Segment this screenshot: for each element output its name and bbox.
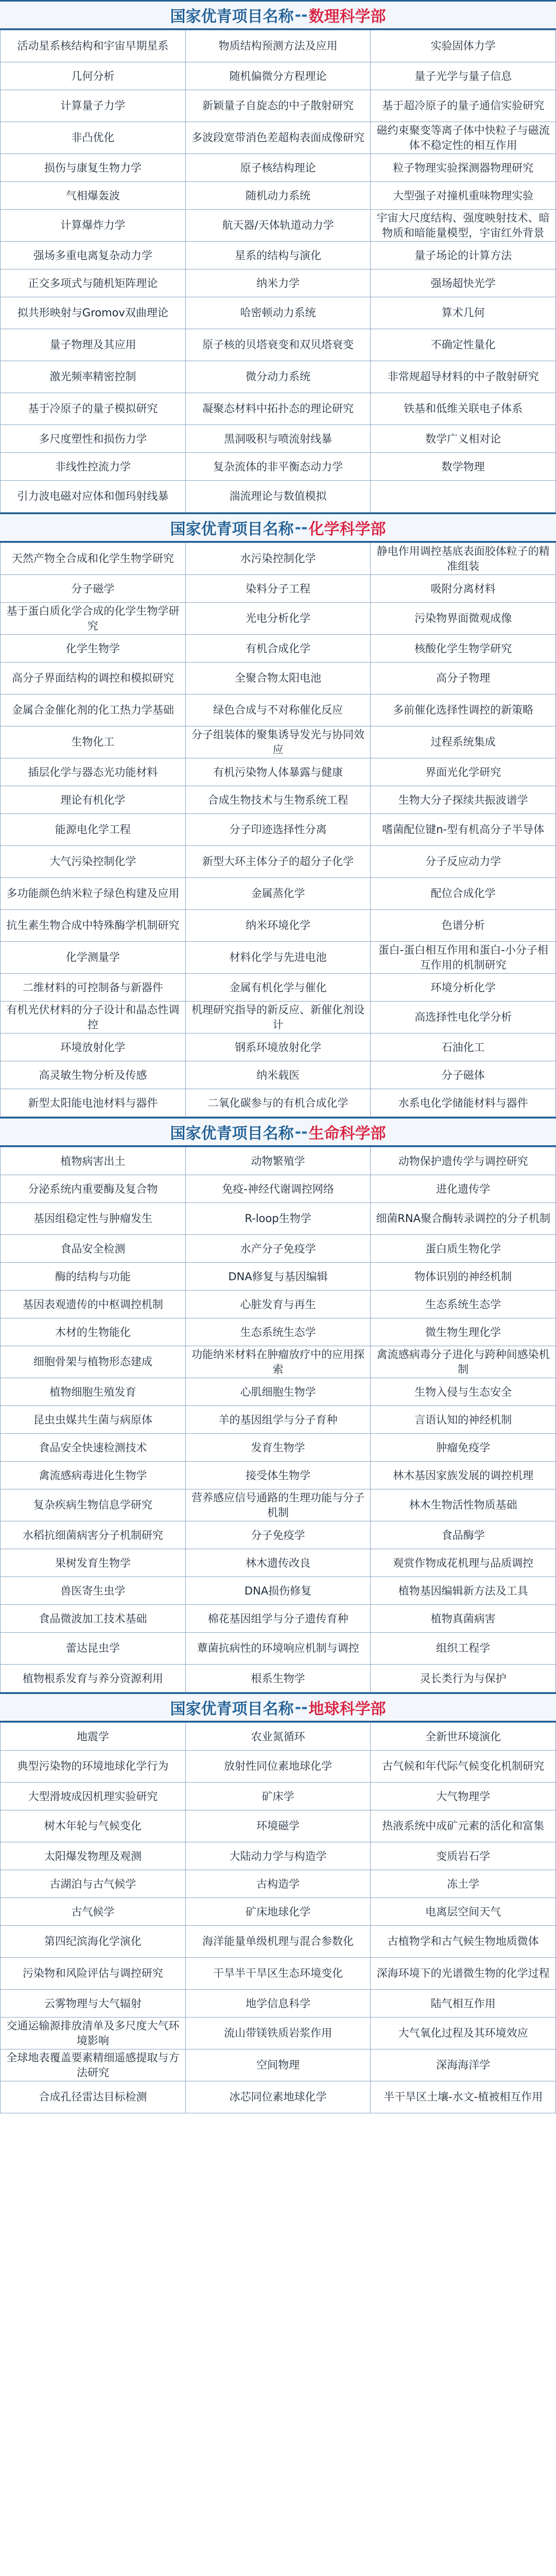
- project-name-cell: 昆虫虫媒共生菌与病原体: [1, 1406, 186, 1434]
- table-row: [1, 1958, 556, 1990]
- project-name-cell: 原子核结构理论: [185, 154, 371, 182]
- project-name-cell: 果树发育生物学: [1, 1549, 186, 1577]
- project-name-cell: 金属合金催化剂的化工热力学基础: [1, 694, 186, 726]
- project-name-cell: 多前催化选择性调控的新策略: [371, 694, 556, 726]
- project-section-3: [0, 1117, 556, 1692]
- project-name-cell: 原子核的贝塔衰变和双贝塔衰变: [185, 329, 371, 361]
- project-name-cell: 配位合成化学: [371, 878, 556, 910]
- project-name-cell: 水产分子免疫学: [185, 1235, 371, 1263]
- project-name-cell: 计算量子力学: [1, 90, 186, 122]
- table-row: [1, 1147, 556, 1175]
- project-name-cell: 量子光学与量子信息: [371, 62, 556, 90]
- project-name-cell: 兽医寄生虫学: [1, 1577, 186, 1605]
- project-name-cell: 细胞骨架与植物形态建成: [1, 1346, 186, 1378]
- project-name-cell: 天然产物全合成和化学生物学研究: [1, 543, 186, 575]
- section-title-dash: --: [294, 6, 308, 24]
- project-name-cell: 林木基因家族发展的调控机理: [371, 1462, 556, 1489]
- project-name-cell: 金属有机化学与催化: [185, 974, 371, 1002]
- table-row: [1, 635, 556, 663]
- project-name-cell: 云雾物理与大气辐射: [1, 1990, 186, 2018]
- project-name-cell: 深海海洋学: [371, 2049, 556, 2081]
- table-row: [1, 1990, 556, 2018]
- project-table: [0, 543, 556, 1117]
- project-name-cell: 大气氧化过程及其环境效应: [371, 2018, 556, 2049]
- project-name-cell: 陆气相互作用: [371, 1990, 556, 2018]
- project-name-cell: 金属蒸化学: [185, 878, 371, 910]
- table-row: [1, 1577, 556, 1605]
- table-row: [1, 1723, 556, 1751]
- project-name-cell: 星系的结构与演化: [185, 242, 371, 269]
- project-name-cell: 合成孔径雷达目标检测: [1, 2081, 186, 2113]
- project-name-cell: 引力波电磁对应体和伽玛射线暴: [1, 481, 186, 513]
- section-header: [0, 0, 556, 30]
- project-name-cell: 石油化工: [371, 1033, 556, 1061]
- project-name-cell: 环境磁学: [185, 1810, 371, 1842]
- table-row: [1, 90, 556, 122]
- project-name-cell: 农业氮循环: [185, 1723, 371, 1751]
- table-row: [1, 182, 556, 210]
- project-name-cell: 电离层空间天气: [371, 1898, 556, 1926]
- project-name-cell: 正交多项式与随机矩阵理论: [1, 269, 186, 297]
- table-row: [1, 910, 556, 942]
- project-name-cell: 磁约束聚变等离子体中快粒子与磁流体不稳定性的相互作用: [371, 122, 556, 154]
- project-name-cell: 多波段宽带消色差超构表面成像研究: [185, 122, 371, 154]
- project-name-cell: 新颖量子自旋态的中子散射研究: [185, 90, 371, 122]
- section-title: 国家优青项目名称: [170, 1125, 294, 1143]
- project-name-cell: 强场超快光学: [371, 269, 556, 297]
- project-name-cell: 嗜菌配位键n-型有机高分子半导体: [371, 814, 556, 846]
- project-name-cell: 古气候学: [1, 1898, 186, 1926]
- project-name-cell: 动物繁殖学: [185, 1147, 371, 1175]
- table-row: [1, 297, 556, 329]
- project-name-cell: 植物根系发育与养分资源利用: [1, 1665, 186, 1692]
- table-row: [1, 122, 556, 154]
- project-name-cell: 酶的结构与功能: [1, 1263, 186, 1291]
- project-name-cell: 高分子界面结构的调控和模拟研究: [1, 663, 186, 694]
- project-name-cell: 全新世环境演化: [371, 1723, 556, 1751]
- project-name-cell: 污染物界面微观成像: [371, 603, 556, 635]
- section-header: [0, 1117, 556, 1147]
- table-row: [1, 1434, 556, 1462]
- project-name-cell: 基于蛋白质化学合成的化学生物学研究: [1, 603, 186, 635]
- project-name-cell: 数学广义相对论: [371, 425, 556, 453]
- project-name-cell: 羊的基因组学与分子育种: [185, 1406, 371, 1434]
- project-name-cell: 观赏作物成花机理与品质调控: [371, 1549, 556, 1577]
- project-name-cell: 非常规超导材料的中子散射研究: [371, 361, 556, 393]
- project-name-cell: 黑洞吸积与喷流射线暴: [185, 425, 371, 453]
- project-section-4: [0, 1692, 556, 2113]
- project-name-cell: 基于冷原子的量子模拟研究: [1, 393, 186, 425]
- table-row: [1, 1842, 556, 1870]
- project-name-cell: 哈密顿动力系统: [185, 297, 371, 329]
- table-row: [1, 1002, 556, 1033]
- project-name-cell: 生物大分子探续共振波谱学: [371, 786, 556, 814]
- project-name-cell: 大陆动力学与构造学: [185, 1842, 371, 1870]
- project-name-cell: 大气物理学: [371, 1783, 556, 1810]
- project-name-cell: 核酸化学生物学研究: [371, 635, 556, 663]
- project-name-cell: 水污染控制化学: [185, 543, 371, 575]
- project-section-2: [0, 513, 556, 1117]
- project-name-cell: 有机合成化学: [185, 635, 371, 663]
- section-title-dash: --: [294, 1123, 308, 1141]
- project-name-cell: 物质结构预测方法及应用: [185, 30, 371, 62]
- section-title: 国家优青项目名称: [170, 520, 294, 538]
- project-name-cell: 新型大环主体分子的超分子化学: [185, 846, 371, 878]
- table-row: [1, 694, 556, 726]
- project-name-cell: 有机污染物人体暴露与健康: [185, 758, 371, 786]
- table-row: [1, 1263, 556, 1291]
- project-name-cell: 过程系统集成: [371, 726, 556, 758]
- project-name-cell: 抗生素生物合成中特殊酶学机制研究: [1, 910, 186, 942]
- table-row: [1, 543, 556, 575]
- project-name-cell: 算术几何: [371, 297, 556, 329]
- table-row: [1, 1605, 556, 1633]
- project-name-cell: 水系电化学储能材料与器件: [371, 1089, 556, 1117]
- table-row: [1, 1665, 556, 1692]
- table-row: [1, 1406, 556, 1434]
- section-department: 地球科学部: [308, 1700, 386, 1718]
- table-row: [1, 393, 556, 425]
- project-name-cell: 古植物学和古气候生物地质微体: [371, 1926, 556, 1958]
- project-name-cell: 插层化学与器态光功能材料: [1, 758, 186, 786]
- project-name-cell: 航天器/天体轨道动力学: [185, 210, 371, 242]
- project-name-cell: 太阳爆发物理及观测: [1, 1842, 186, 1870]
- table-row: [1, 242, 556, 269]
- section-title: 国家优青项目名称: [170, 8, 294, 26]
- project-name-cell: 禽流感病毒进化生物学: [1, 1462, 186, 1489]
- table-row: [1, 1489, 556, 1521]
- project-name-cell: 不确定性量化: [371, 329, 556, 361]
- project-name-cell: 多尺度塑性和损伤力学: [1, 425, 186, 453]
- project-name-cell: 营养感应信号通路的生理功能与分子机制: [185, 1489, 371, 1521]
- project-name-cell: 生态系统生态学: [371, 1291, 556, 1318]
- table-row: [1, 878, 556, 910]
- project-name-cell: 界面光化学研究: [371, 758, 556, 786]
- table-row: [1, 1346, 556, 1378]
- table-row: [1, 2081, 556, 2113]
- project-name-cell: 热液系统中成矿元素的活化和富集: [371, 1810, 556, 1842]
- project-name-cell: 高选择性电化学分析: [371, 1002, 556, 1033]
- project-name-cell: 二维材料的可控制备与新器件: [1, 974, 186, 1002]
- project-name-cell: 实验固体力学: [371, 30, 556, 62]
- project-name-cell: 高灵敏生物分析及传感: [1, 1061, 186, 1089]
- project-name-cell: 变质岩石学: [371, 1842, 556, 1870]
- project-name-cell: 非凸优化: [1, 122, 186, 154]
- project-name-cell: DNA损伤修复: [185, 1577, 371, 1605]
- table-row: [1, 1175, 556, 1203]
- project-name-cell: 言语认知的神经机制: [371, 1406, 556, 1434]
- table-row: [1, 1870, 556, 1898]
- project-name-cell: 基于超冷原子的量子通信实验研究: [371, 90, 556, 122]
- project-name-cell: 有机光伏材料的分子设计和晶态性调控: [1, 1002, 186, 1033]
- project-name-cell: 木材的生物能化: [1, 1318, 186, 1346]
- project-name-cell: 湍流理论与数值模拟: [185, 481, 371, 513]
- project-name-cell: 量子场论的计算方法: [371, 242, 556, 269]
- project-name-cell: 古构造学: [185, 1870, 371, 1898]
- table-row: [1, 481, 556, 513]
- table-row: [1, 1926, 556, 1958]
- project-name-cell: 色谱分析: [371, 910, 556, 942]
- section-title-dash: --: [294, 1698, 308, 1717]
- project-name-cell: 拟共形映射与Gromov双曲理论: [1, 297, 186, 329]
- project-section-1: [0, 0, 556, 513]
- table-row: [1, 1089, 556, 1117]
- project-name-cell: 进化遗传学: [371, 1175, 556, 1203]
- project-name-cell: 大气污染控制化学: [1, 846, 186, 878]
- project-name-cell: 随机动力系统: [185, 182, 371, 210]
- project-name-cell: 生物入侵与生态安全: [371, 1378, 556, 1406]
- project-name-cell: 古气候和年代际气候变化机制研究: [371, 1751, 556, 1783]
- project-name-cell: 交通运输源排放清单及多尺度大气环境影响: [1, 2018, 186, 2049]
- project-name-cell: 全球地表覆盖要素精细遥感提取与方法研究: [1, 2049, 186, 2081]
- section-header: [0, 1692, 556, 1722]
- table-row: [1, 1291, 556, 1318]
- table-row: [1, 1378, 556, 1406]
- project-name-cell: 矿床地球化学: [185, 1898, 371, 1926]
- table-row: [1, 1235, 556, 1263]
- project-name-cell: DNA修复与基因编辑: [185, 1263, 371, 1291]
- table-row: [1, 1061, 556, 1089]
- project-name-cell: 半干旱区土壤-水文-植被相互作用: [371, 2081, 556, 2113]
- project-name-cell: 分子反应动力学: [371, 846, 556, 878]
- project-name-cell: 光电分析化学: [185, 603, 371, 635]
- project-name-cell: 气相爆轰波: [1, 182, 186, 210]
- project-name-cell: 凝聚态材料中拓扑态的理论研究: [185, 393, 371, 425]
- table-row: [1, 1898, 556, 1926]
- project-name-cell: 心肌细胞生物学: [185, 1378, 371, 1406]
- project-table: [0, 30, 556, 513]
- project-name-cell: 基因表观遗传的中枢调控机制: [1, 1291, 186, 1318]
- project-name-cell: 放射性同位素地球化学: [185, 1751, 371, 1783]
- project-name-cell: 组织工程学: [371, 1633, 556, 1665]
- table-row: [1, 2049, 556, 2081]
- project-name-cell: 细菌RNA聚合酶转录调控的分子机制: [371, 1203, 556, 1235]
- table-row: [1, 2018, 556, 2049]
- project-name-cell: 合成生物技术与生物系统工程: [185, 786, 371, 814]
- project-name-cell: 食品微波加工技术基础: [1, 1605, 186, 1633]
- project-name-cell: 典型污染物的环境地球化学行为: [1, 1751, 186, 1783]
- project-name-cell: 染料分子工程: [185, 575, 371, 603]
- table-row: [1, 1783, 556, 1810]
- table-row: [1, 942, 556, 974]
- project-name-cell: 多功能颜色纳米粒子绿色构建及应用: [1, 878, 186, 910]
- project-name-cell: 钢系环境放射化学: [185, 1033, 371, 1061]
- project-name-cell: 蛋白质生物化学: [371, 1235, 556, 1263]
- project-name-cell: 分子磁学: [1, 575, 186, 603]
- project-name-cell: 食品安全检测: [1, 1235, 186, 1263]
- project-name-cell: 心脏发育与再生: [185, 1291, 371, 1318]
- project-name-cell: 生物化工: [1, 726, 186, 758]
- project-name-cell: 水稻抗细菌病害分子机制研究: [1, 1521, 186, 1549]
- table-row: [1, 269, 556, 297]
- project-name-cell: 发育生物学: [185, 1434, 371, 1462]
- project-name-cell: 新型太阳能电池材料与器件: [1, 1089, 186, 1117]
- project-name-cell: 纳米载医: [185, 1061, 371, 1089]
- table-row: [1, 210, 556, 242]
- table-row: [1, 30, 556, 62]
- project-name-cell: 深海环境下的光谱微生物的化学过程: [371, 1958, 556, 1990]
- table-row: [1, 62, 556, 90]
- project-name-cell: 矿床学: [185, 1783, 371, 1810]
- table-row: [1, 154, 556, 182]
- table-row: [1, 846, 556, 878]
- project-name-cell: 大型滑坡成因机理实验研究: [1, 1783, 186, 1810]
- project-name-cell: 肿瘤免疫学: [371, 1434, 556, 1462]
- section-title: 国家优青项目名称: [170, 1700, 294, 1718]
- project-name-cell: 分子印迹选择性分离: [185, 814, 371, 846]
- section-department: 数理科学部: [308, 8, 386, 26]
- project-name-cell: 蕾达昆虫学: [1, 1633, 186, 1665]
- project-name-cell: 禽流感病毒分子进化与跨种间感染机制: [371, 1346, 556, 1378]
- table-row: [1, 1203, 556, 1235]
- table-row: [1, 1462, 556, 1489]
- table-row: [1, 361, 556, 393]
- project-name-cell: 非线性控流力学: [1, 453, 186, 481]
- project-name-cell: 植物基因编辑新方法及工具: [371, 1577, 556, 1605]
- project-name-cell: 量子物理及其应用: [1, 329, 186, 361]
- project-name-cell: 铁基和低维关联电子体系: [371, 393, 556, 425]
- project-name-cell: [371, 481, 556, 513]
- project-name-cell: 粒子物理实验探测器物理研究: [371, 154, 556, 182]
- project-name-cell: 生态系统生态学: [185, 1318, 371, 1346]
- section-title-dash: --: [294, 518, 308, 537]
- project-name-cell: 物体识别的神经机制: [371, 1263, 556, 1291]
- project-name-cell: 微生物生理化学: [371, 1318, 556, 1346]
- project-name-cell: 海洋能量单级机理与混合参数化: [185, 1926, 371, 1958]
- project-name-cell: 分子组装体的聚集诱导发光与协同效应: [185, 726, 371, 758]
- project-name-cell: 食品酶学: [371, 1521, 556, 1549]
- project-name-cell: 接受体生物学: [185, 1462, 371, 1489]
- project-name-cell: 流山带镁铁质岩浆作用: [185, 2018, 371, 2049]
- project-name-cell: 棉花基因组学与分子遗传育种: [185, 1605, 371, 1633]
- table-row: [1, 603, 556, 635]
- project-name-cell: 能源电化学工程: [1, 814, 186, 846]
- table-row: [1, 1751, 556, 1783]
- project-name-cell: 地震学: [1, 1723, 186, 1751]
- project-name-cell: 空间物理: [185, 2049, 371, 2081]
- project-name-cell: 地学信息科学: [185, 1990, 371, 2018]
- project-name-cell: 复杂流体的非平衡态动力学: [185, 453, 371, 481]
- project-name-cell: 蛋白-蛋白相互作用和蛋白-小分子相互作用的机制研究: [371, 942, 556, 974]
- project-name-cell: 分子磁体: [371, 1061, 556, 1089]
- project-name-cell: 吸附分离材料: [371, 575, 556, 603]
- project-name-cell: 环境分析化学: [371, 974, 556, 1002]
- project-name-cell: 分子免疫学: [185, 1521, 371, 1549]
- project-name-cell: 第四纪滨海化学演化: [1, 1926, 186, 1958]
- table-row: [1, 1549, 556, 1577]
- project-table: [0, 1147, 556, 1692]
- project-name-cell: 高分子物理: [371, 663, 556, 694]
- table-row: [1, 786, 556, 814]
- section-header: [0, 513, 556, 543]
- project-name-cell: 材料化学与先进电池: [185, 942, 371, 974]
- project-name-cell: 理论有机化学: [1, 786, 186, 814]
- project-name-cell: 功能纳米材料在肿瘤放疗中的应用探索: [185, 1346, 371, 1378]
- project-name-cell: 二氧化碳参与的有机合成化学: [185, 1089, 371, 1117]
- project-name-cell: 静电作用调控基底表面胶体粒子的精准组装: [371, 543, 556, 575]
- project-name-cell: 树木年轮与气候变化: [1, 1810, 186, 1842]
- project-name-cell: 纳米环境化学: [185, 910, 371, 942]
- project-name-cell: 几何分析: [1, 62, 186, 90]
- project-name-cell: 动物保护遗传学与调控研究: [371, 1147, 556, 1175]
- table-row: [1, 1318, 556, 1346]
- project-name-cell: 分泌系统内重要酶及复合物: [1, 1175, 186, 1203]
- project-name-cell: 植物病害出土: [1, 1147, 186, 1175]
- project-name-cell: R-loop生物学: [185, 1203, 371, 1235]
- project-name-cell: 古湖泊与古气候学: [1, 1870, 186, 1898]
- project-name-cell: 强场多重电离复杂动力学: [1, 242, 186, 269]
- project-name-cell: 污染物和风险评估与调控研究: [1, 1958, 186, 1990]
- section-department: 生命科学部: [308, 1125, 386, 1143]
- project-name-cell: 损伤与康复生物力学: [1, 154, 186, 182]
- project-name-cell: 食品安全快速检测技术: [1, 1434, 186, 1462]
- project-name-cell: 宇宙大尺度结构、强度映射技术、暗物质和暗能量模型，宇宙红外背景: [371, 210, 556, 242]
- project-name-cell: 灵长类行为与保护: [371, 1665, 556, 1692]
- project-name-cell: 计算爆炸力学: [1, 210, 186, 242]
- table-row: [1, 575, 556, 603]
- project-name-cell: 纳米力学: [185, 269, 371, 297]
- project-name-cell: 数学物理: [371, 453, 556, 481]
- section-department: 化学科学部: [308, 520, 386, 538]
- table-row: [1, 663, 556, 694]
- project-name-cell: 植物细胞生殖发育: [1, 1378, 186, 1406]
- project-name-cell: 机理研究指导的新反应、新催化剂设计: [185, 1002, 371, 1033]
- table-row: [1, 726, 556, 758]
- project-name-cell: 干旱半干旱区生态环境变化: [185, 1958, 371, 1990]
- project-table: [0, 1722, 556, 2113]
- project-name-cell: 林木遗传改良: [185, 1549, 371, 1577]
- project-name-cell: 化学测量学: [1, 942, 186, 974]
- project-name-cell: 全聚合物太阳电池: [185, 663, 371, 694]
- project-name-cell: 绿色合成与不对称催化反应: [185, 694, 371, 726]
- project-name-cell: 免疫-神经代谢调控网络: [185, 1175, 371, 1203]
- table-row: [1, 974, 556, 1002]
- project-name-cell: 活动星系核结构和宇宙早期星系: [1, 30, 186, 62]
- project-name-cell: 化学生物学: [1, 635, 186, 663]
- table-row: [1, 758, 556, 786]
- table-row: [1, 814, 556, 846]
- project-name-cell: 随机偏微分方程理论: [185, 62, 371, 90]
- project-name-cell: 大型强子对撞机重味物理实验: [371, 182, 556, 210]
- project-name-cell: 冰芯同位素地球化学: [185, 2081, 371, 2113]
- table-row: [1, 453, 556, 481]
- project-name-cell: 激光频率精密控制: [1, 361, 186, 393]
- project-name-cell: 林木生物活性物质基础: [371, 1489, 556, 1521]
- project-name-cell: 蕈菌抗病性的环境响应机制与调控: [185, 1633, 371, 1665]
- table-row: [1, 1810, 556, 1842]
- project-name-cell: 环境放射化学: [1, 1033, 186, 1061]
- table-row: [1, 1033, 556, 1061]
- table-row: [1, 329, 556, 361]
- table-row: [1, 425, 556, 453]
- project-name-cell: 植物真菌病害: [371, 1605, 556, 1633]
- project-name-cell: 微分动力系统: [185, 361, 371, 393]
- project-name-cell: 复杂疾病生物信息学研究: [1, 1489, 186, 1521]
- project-name-cell: 冻土学: [371, 1870, 556, 1898]
- project-name-cell: 基因组稳定性与肿瘤发生: [1, 1203, 186, 1235]
- project-name-cell: 根系生物学: [185, 1665, 371, 1692]
- table-row: [1, 1633, 556, 1665]
- table-row: [1, 1521, 556, 1549]
